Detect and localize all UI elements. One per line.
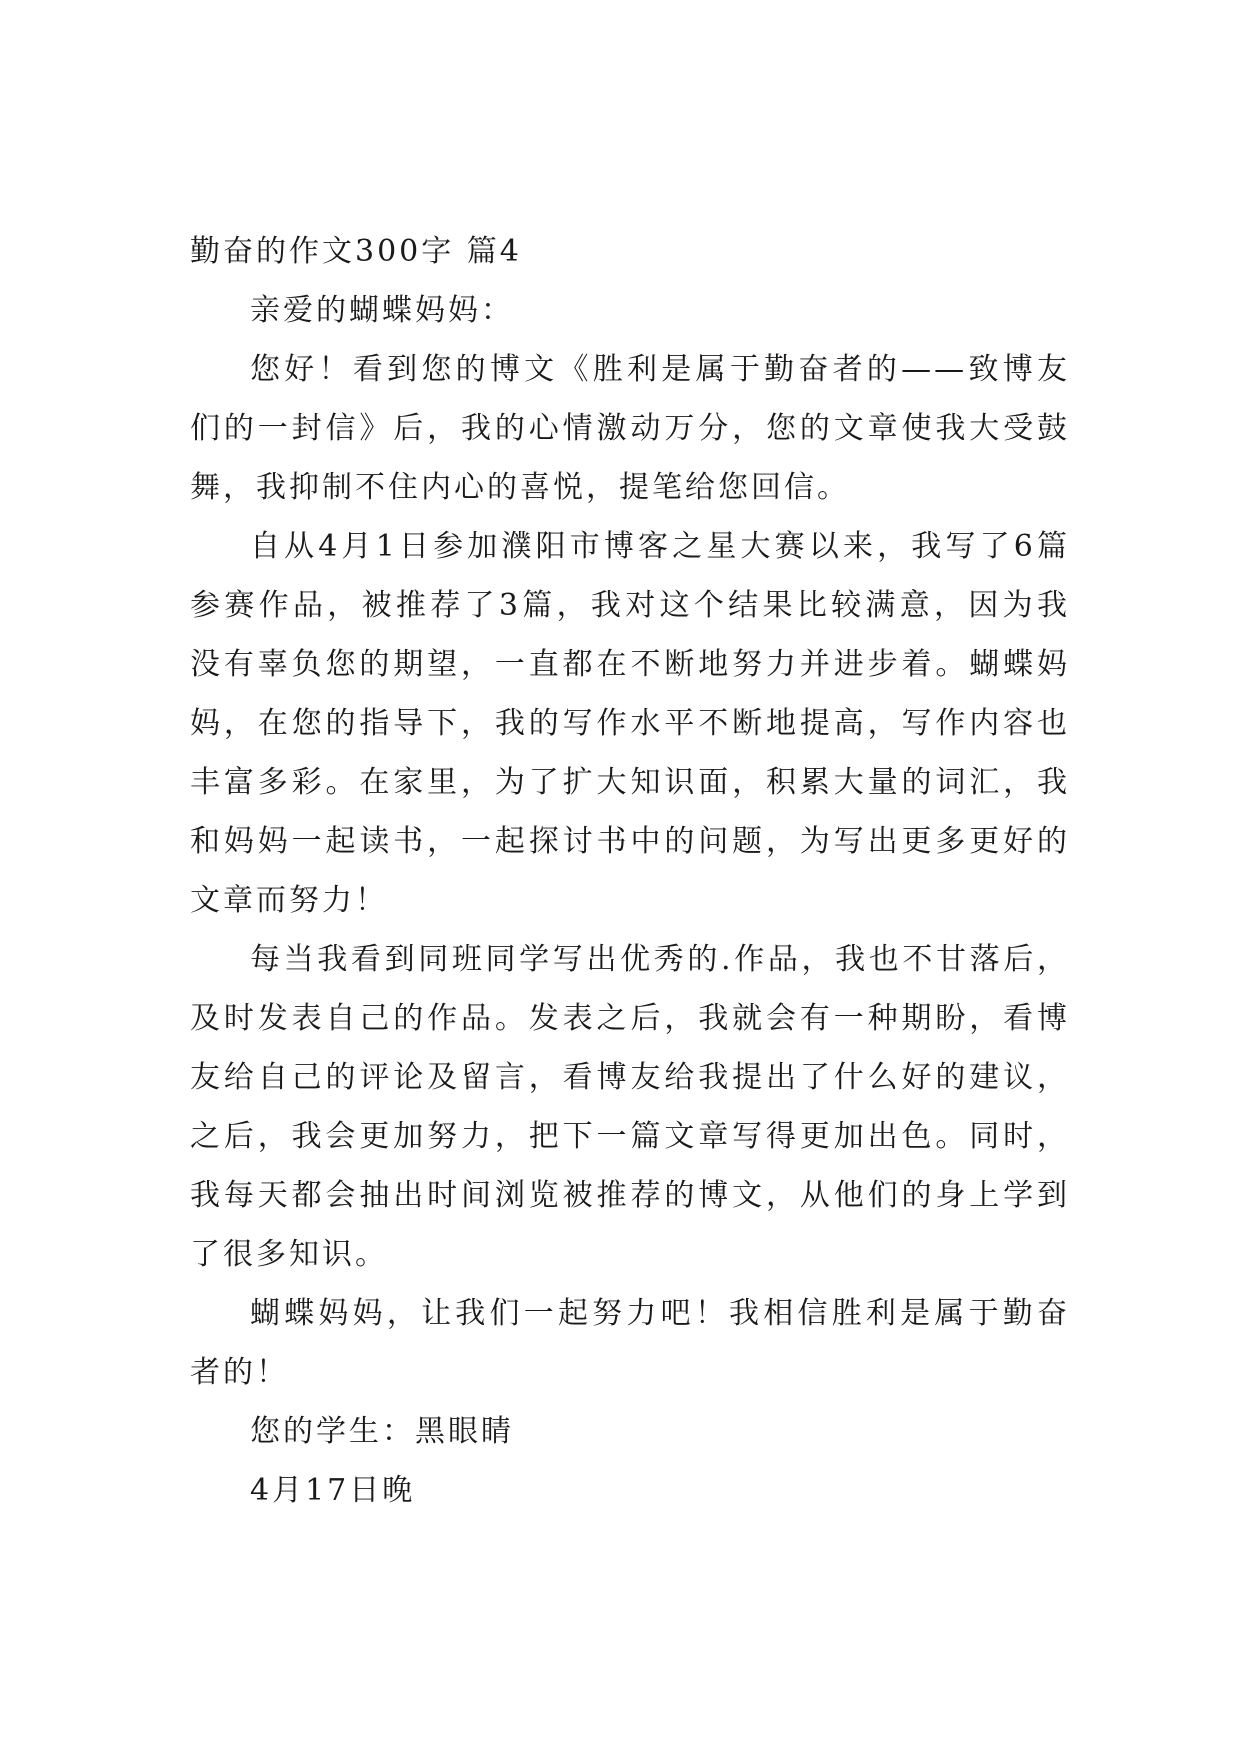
document-body (190, 222, 1070, 1520)
paragraph-1: 您好！看到您的博文《胜利是属于勤奋者的——致博友们的一封信》后，我的心情激动万分，您的文章使我大受鼓舞，我抑制不住内心的喜悦，提笔给您回信。 (190, 352, 1070, 505)
signature: 您的学生：黑眼睛 (250, 1414, 514, 1449)
paragraph-2: 自从4月1日参加濮阳市博客之星大赛以来，我写了6篇参赛作品，被推荐了3篇，我对这个结果比较满意，因为我没有辜负您的期望，一直都在不断地努力并进步着。蝴蝶妈妈，在您的指导下，我的写作水平不断地提高，写作内容也丰富多彩。在家里，为了扩大知识面，积累大量的词汇，我和妈妈一起读书，一起探讨书中的问题，为写出更多更好的文章而努力！ (190, 529, 1070, 918)
date: 4月17日晚 (250, 1473, 416, 1508)
salutation: 亲爱的蝴蝶妈妈： (250, 293, 514, 328)
paragraph-4: 蝴蝶妈妈，让我们一起努力吧！我相信胜利是属于勤奋者的！ (190, 1296, 1070, 1390)
document-title: 勤奋的作文300字 篇4 (190, 234, 522, 269)
paragraph-3: 每当我看到同班同学写出优秀的.作品，我也不甘落后，及时发表自己的作品。发表之后，我就会有一种期盼，看博友给自己的评论及留言，看博友给我提出了什么好的建议，之后，我会更加努力，把下一篇文章写得更加出色。同时，我每天都会抽出时间浏览被推荐的博文，从他们的身上学到了很多知识。 (190, 942, 1070, 1272)
